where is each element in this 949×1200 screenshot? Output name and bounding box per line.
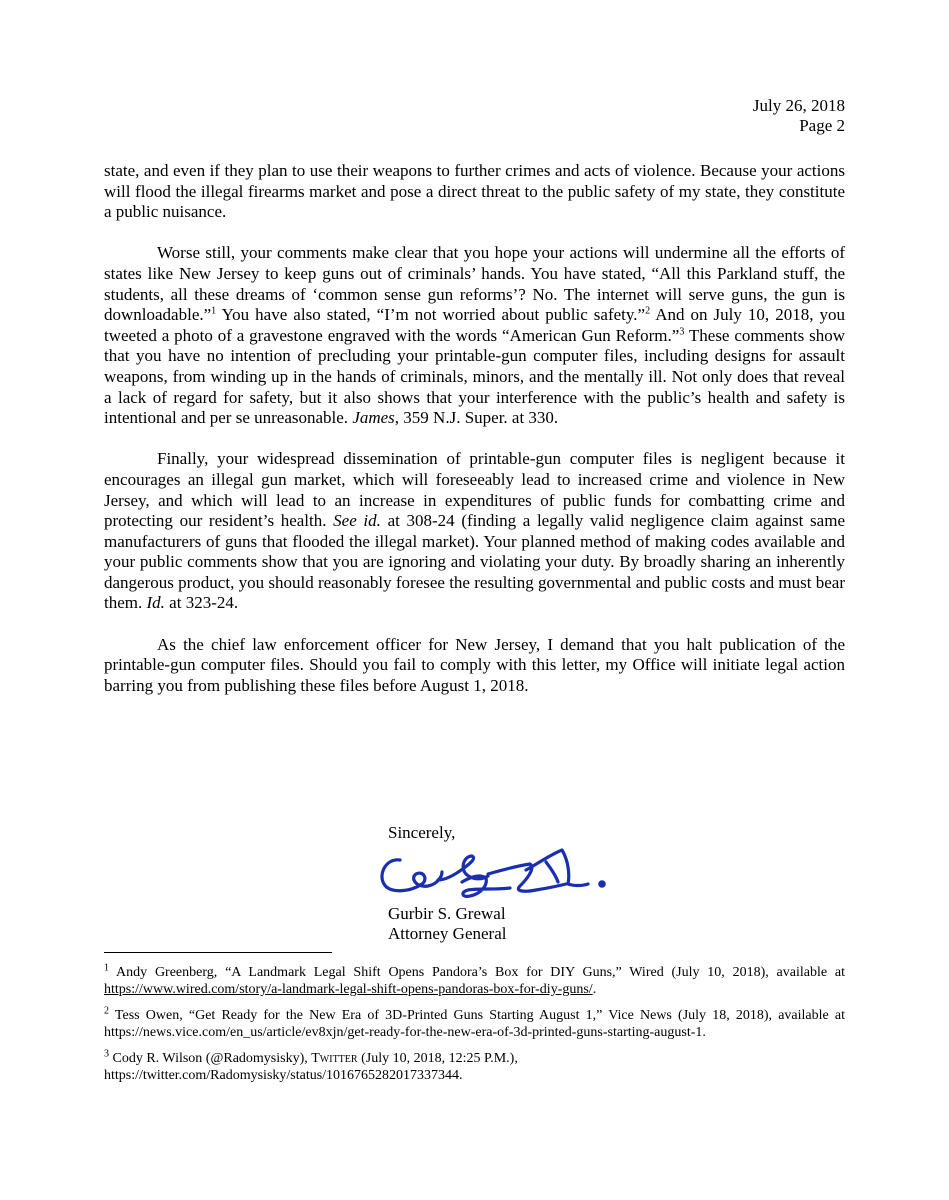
signature-block: [388, 823, 506, 945]
citation-id: Id.: [146, 593, 165, 613]
footnote-2: $^2$ Tess Owen, “Get Ready for the New Era of 3D-Printed Guns Starting August 1,” Vice News (July 18, 2018), available at https://news.vice.com/en_us/article/ev8xjn/get-ready-for-the-new-era-of-3d-printed-guns-starting-august-1.: [104, 1005, 846, 1040]
signer-name: Gurbir S. Grewal: [388, 903, 506, 923]
footnote-link[interactable]: https://www.wired.com/story/a-landmark-legal-shift-opens-pandoras-box-for-diy-guns/: [104, 982, 593, 997]
paragraph-comments: Worse still, your comments make clear that you hope your actions will undermine all the efforts of states like New Jersey to keep guns out of criminals’ hands. You have stated, “All this Parkland stuff, the students, all these dreams of ‘common sense gun reforms’? No. The internet will serve guns, the gun is downloadable.”$^1$ You have also stated, “I’m not worried about public safety.”$^2$ And on July 10, 2018, you tweeted a photo of a gravestone engraved with the words “American Gun Reform.”$^3$ These comments show that you have no intention of precluding your printable-gun computer files, including designs for assault weapons, from winding up in the hands of criminals, minors, and the mentally ill. Not only does that reveal a lack of regard for safety, but it also shows that your interference with the public’s health and safety is intentional and per se unreasonable. James, 359 N.J. Super. at 330.: [104, 243, 845, 428]
paragraph-demand: As the chief law enforcement officer for New Jersey, I demand that you halt publication of the printable-gun computer files. Should you fail to comply with this letter, my Office will initiate legal action barring you from publishing these files before August 1, 2018.: [104, 634, 845, 695]
paragraph-public-nuisance: state, and even if they plan to use their weapons to further crimes and acts of violence. Because your actions will flood the illegal firearms market and pose a direct threat to the public safety of my state, they constitute a public nuisance.: [104, 161, 845, 222]
letter-date: July 26, 2018: [752, 96, 845, 115]
footnote-ref-3: 3: [679, 326, 685, 338]
footnote-1: $^1$ Andy Greenberg, “A Landmark Legal Shift Opens Pandora’s Box for DIY Guns,” Wired (July 10, 2018), available at https://www.wired.com/story/a-landmark-legal-shift-opens-pandoras-box-for-diy-guns/.: [104, 962, 845, 997]
case-citation: James: [352, 408, 395, 428]
handwritten-signature: [376, 840, 616, 910]
footnotes: [104, 964, 845, 1093]
citation-see-id: See id.: [333, 511, 381, 531]
footnote-divider: [104, 952, 332, 953]
signer-title: Attorney General: [388, 924, 507, 944]
closing: Sincerely,: [388, 823, 456, 842]
page-header: [753, 96, 845, 136]
footnote-ref-2: 2: [645, 305, 651, 317]
paragraph-negligence: Finally, your widespread dissemination of printable-gun computer files is negligent because it encourages an illegal gun market, which will foreseeably lead to increased crime and violence in New Jersey, and which will lead to an increase in expenditures of public funds for combatting crime and protecting our resident’s health. See id. at 308-24 (finding a legally valid negligence claim against same manufacturers of guns that flooded the illegal market). Your planned method of making codes available and your public comments show that you are ignoring and violating your duty. By broadly sharing an inherently dangerous product, you should reasonably foresee the resulting governmental and public costs and must bear them. Id. at 323-24.: [104, 449, 845, 613]
page-number: Page 2: [799, 116, 845, 135]
footnote-3: $^3$ Cody R. Wilson (@Radomysisky), Twitter (July 10, 2018, 12:25 P.M.), https://twitter.com/Radomysisky/status/1016765282017337344.: [104, 1048, 518, 1083]
footnote-ref-1: 1: [211, 305, 217, 317]
letter-body: [104, 161, 845, 717]
